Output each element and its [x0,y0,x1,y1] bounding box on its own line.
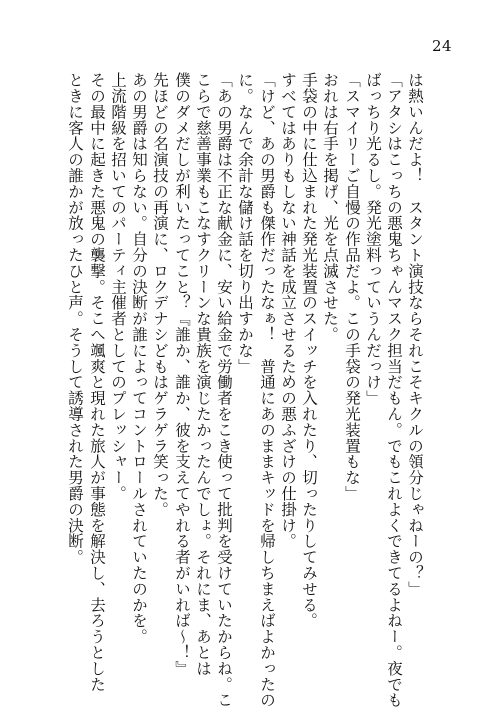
text-line: こらで慈善事業もこなすクリーンな貴族を演じたかったんでしょ。それにま、あとは [194,72,212,677]
text-line: 先ほどの名演技の再演に、ロクデナシどもはゲラゲラ笑った。 [151,72,169,518]
text-line: あの男爵は知らない。自分の決断が誰によってコントロールされていたのかを。 [130,72,148,645]
body-text [62,72,428,708]
text-line: 上流階級を招いてのパーティ主催者としてのプレッシャー。 [109,72,127,502]
text-line: に。なんで余計な儲け話を切り出すかな」 [236,72,254,375]
text-line: ときに客人の誰かが放ったひと声。そうして誘導された男爵の決断。 [66,72,84,565]
text-line: 「けど、あの男爵も傑作だったなぁ！ 普通にあのままキッドを帰しちまえばよかったの [258,72,276,708]
text-line: その最中に起きた悪鬼の襲撃。そこへ颯爽と現れた旅人が事態を解決し、去ろうとした [88,72,106,693]
text-line: 「あの男爵は不正な献金に、安い給金で労働者をこき使って批判を受けていたからね。こ [215,72,233,708]
text-line: 「スマイリーご自慢の作品だよ。この手袋の発光装置もな」 [343,72,361,502]
page-number: 24 [432,37,453,55]
text-line: すべてはありもしない神話を成立させるための悪ふざけの仕掛け。 [279,72,297,549]
text-line: ばっちり光るし。発光塗料っていうんだっけ」 [364,72,382,406]
text-line: は熱いんだよ！ スタント演技ならそれこそキクルの領分じゃねーの？」 [406,72,424,597]
text-line: 僕のダメだしが利いたってこと？『誰か、誰か、彼を支えてやれる者がいれば〜！』 [173,72,191,677]
text-line: 手袋の中に仕込まれた発光装置のスイッチを入れたり、切ったりしてみせる。 [300,72,318,629]
text-line: おれは右手を掲げ、光を点滅させた。 [321,72,339,343]
text-line: 「アタシはこっちの悪鬼ちゃんマスク担当だもん。でもこれよくできてるよねー。夜でも [385,72,403,708]
